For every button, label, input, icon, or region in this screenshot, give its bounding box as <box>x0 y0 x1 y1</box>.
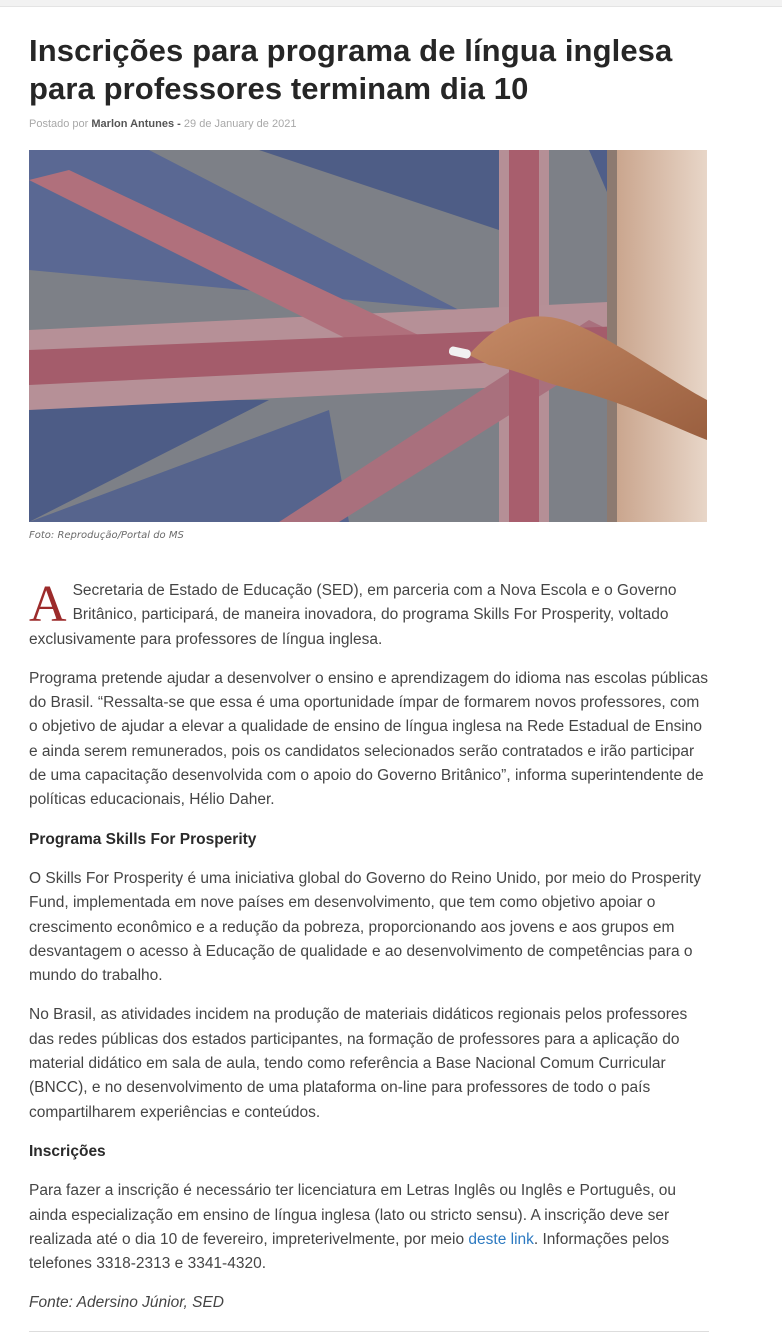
article-title: Inscrições para programa de língua inglesa para professores terminam dia 10 <box>29 33 673 106</box>
drop-cap: A <box>29 576 67 633</box>
paragraph-5 <box>29 1179 709 1276</box>
article-source: Fonte: Adersino Júnior, SED <box>29 1294 224 1312</box>
post-meta <box>29 117 709 131</box>
bottom-divider <box>29 1331 709 1332</box>
paragraph-3: O Skills For Prosperity é uma iniciativa global do Governo do Reino Unido, por meio do Prosperity Fund, implementada em nove países em desenvolvimento, que tem como objetivo apoiar o crescimento econômico e a redução da pobreza, proporcionando aos jovens e aos grupos em desvantagem o acesso à Educação de qualidade e ao desenvolvimento de competências para o mundo do trabalho. <box>29 869 701 985</box>
subheading-inscricoes: Inscrições <box>29 1142 106 1160</box>
article-body <box>29 576 709 1316</box>
paragraph-2: Programa pretende ajudar a desenvolver o ensino e aprendizagem do idioma nas escolas públicas do Brasil. “Ressalta-se que essa é uma oportunidade ímpar de formarem novos professores, com o objetivo de ajudar a elevar a qualidade de ensino de língua inglesa na Rede Estadual de Ensino e ainda serem remunerados, pois os candidatos selecionados serão contratados e irão participar de uma capacitação desenvolvida com o apoio do Governo Britânico”, informa superintendente de políticas educacionais, Hélio Daher. <box>29 669 708 809</box>
union-jack-chalkboard-image <box>29 150 707 522</box>
subheading-skills-for-prosperity: Programa Skills For Prosperity <box>29 830 257 848</box>
registration-link[interactable]: deste link <box>468 1230 534 1248</box>
meta-separator: - <box>177 118 184 130</box>
paragraph-5-text-before-link: Para fazer a inscrição é necessário ter licenciatura em Letras Inglês ou Inglês e Português, ou ainda especialização em ensino de língua inglesa (lato ou stricto sensu). A inscrição deve ser realizada até o dia 10 de fevereiro, impreterivelmente, por meio <box>29 1182 677 1248</box>
author-link[interactable]: Marlon Antunes <box>91 118 175 130</box>
post-date: 29 de January de 2021 <box>183 118 297 130</box>
paragraph-intro <box>29 576 709 652</box>
top-bar <box>0 0 782 7</box>
article <box>29 32 709 1332</box>
image-caption: Foto: Reprodução/Portal do MS <box>29 530 184 541</box>
posted-by-label: Postado por <box>29 118 89 130</box>
paragraph-5-text-after-link: . Informações pelos telefones 3318-2313 e 3341-4320. <box>29 1230 670 1273</box>
paragraph-4: No Brasil, as atividades incidem na produção de materiais didáticos regionais pelos professores das redes públicas dos estados participantes, na formação de professores para a aplicação do material didático em sala de aula, tendo como referência a Base Nacional Comum Curricular (BNCC), e no desenvolvimento de uma plataforma on-line para professores de todo o país compartilharem experiências e conteúdos. <box>29 1006 688 1121</box>
paragraph-1-text: Secretaria de Estado de Educação (SED), em parceria com a Nova Escola e o Governo Britânico, participará, de maneira inovadora, do programa Skills For Prosperity, voltado exclusivamente para professores de língua inglesa. <box>29 582 677 648</box>
article-image <box>29 150 707 522</box>
